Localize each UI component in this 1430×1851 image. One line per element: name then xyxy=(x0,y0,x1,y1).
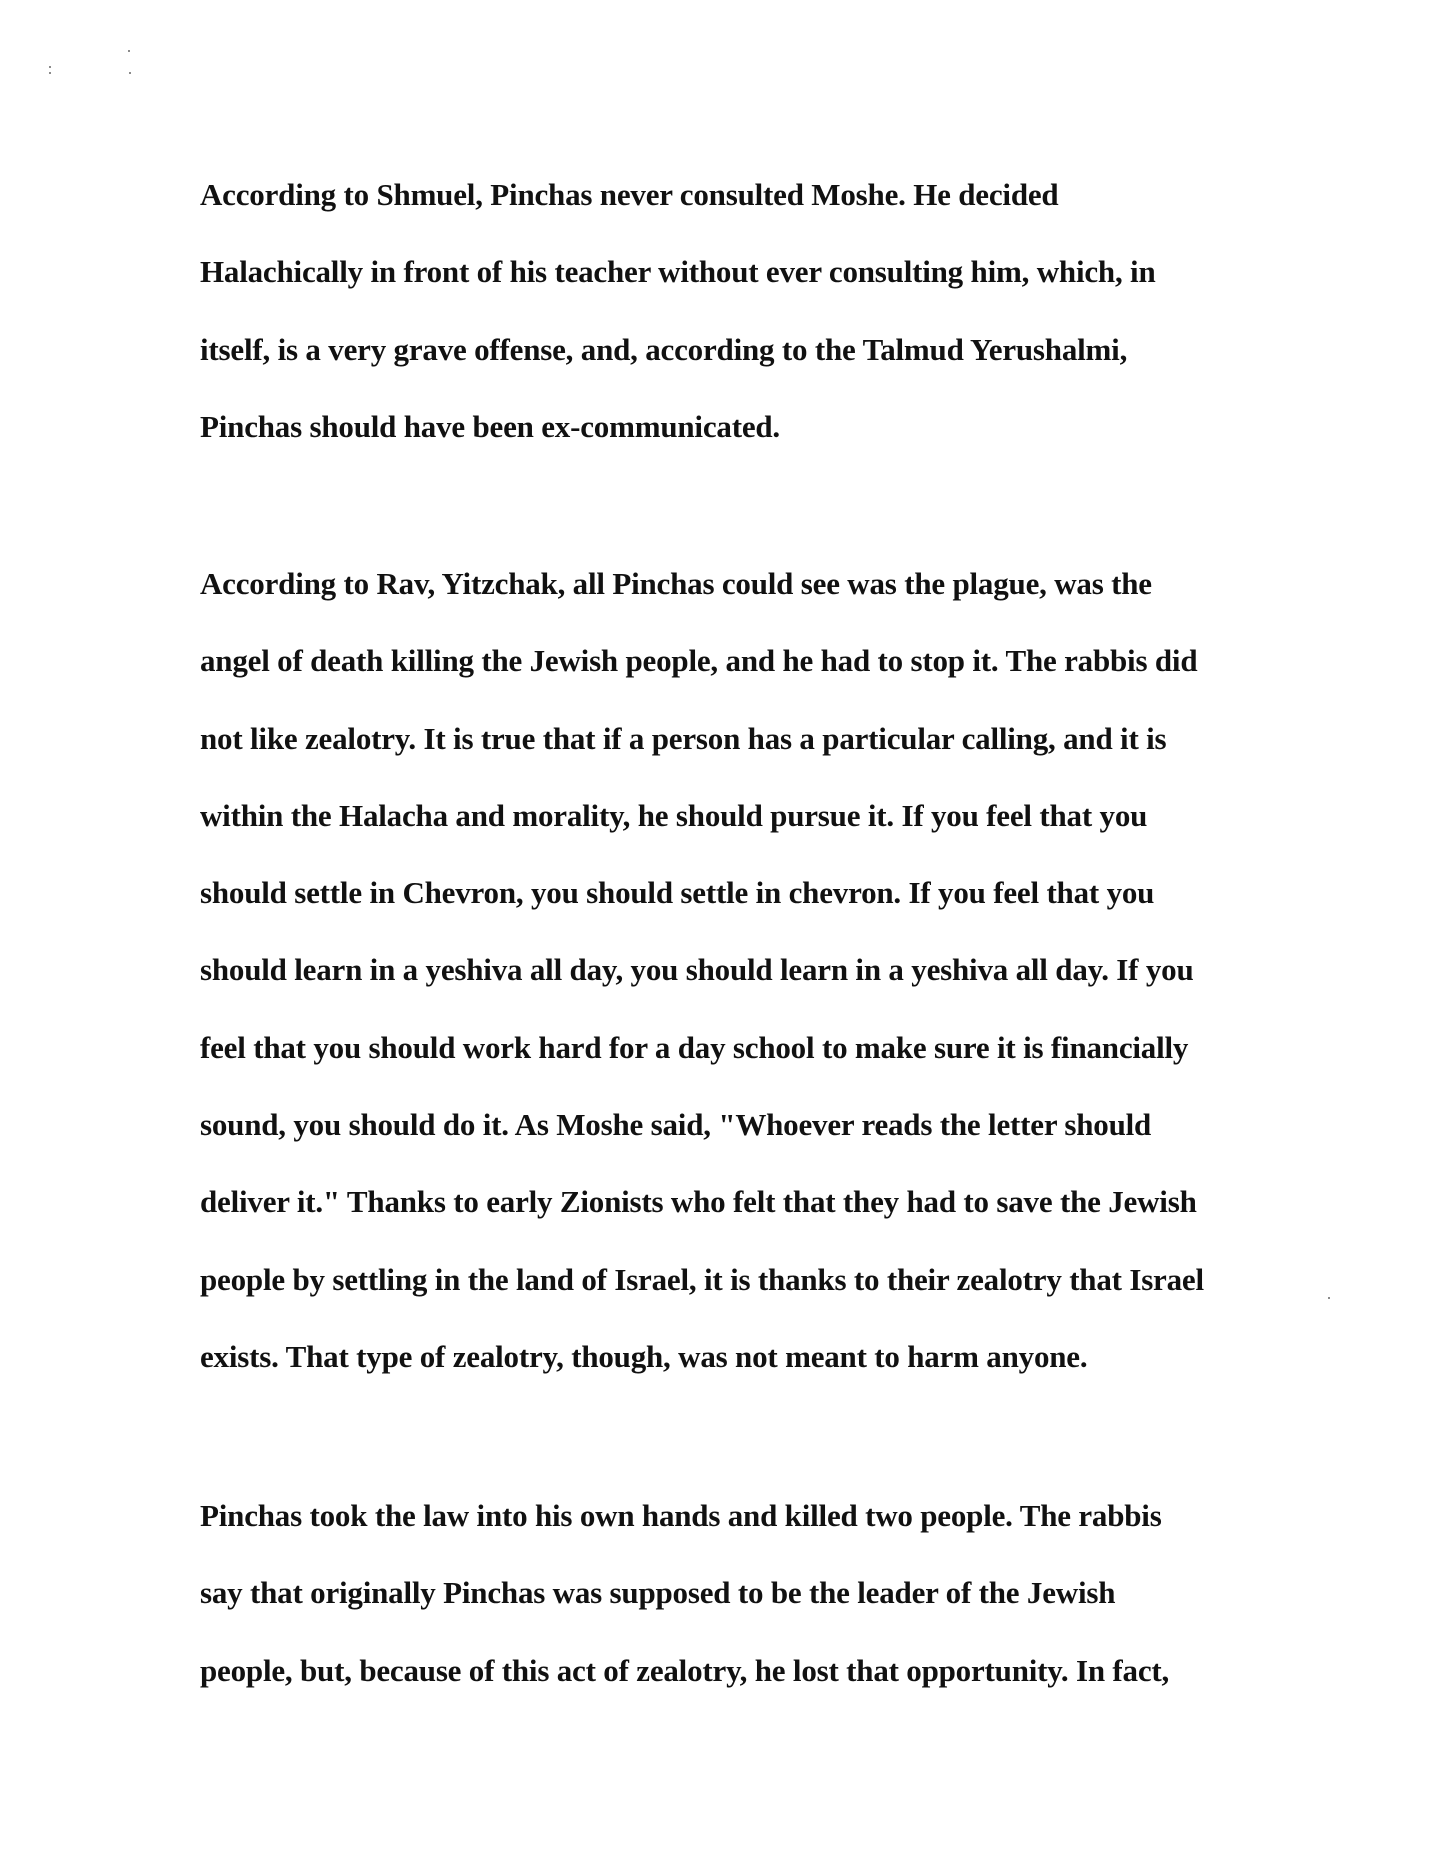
scan-speck xyxy=(1328,1297,1330,1299)
scan-speck xyxy=(129,72,131,74)
scan-speck xyxy=(49,72,51,74)
scan-speck xyxy=(128,50,130,52)
scan-speck xyxy=(49,66,51,68)
paragraph: According to Shmuel, Pinchas never consulted Moshe. He decided Halachically in front of his teacher without ever consulting him, which, in itself, is a very grave offense, and, according to the Talmud Yerushalmi, Pinchas should have been ex-communicated. xyxy=(200,177,1156,444)
paragraph: Pinchas took the law into his own hands and killed two people. The rabbis say that originally Pinchas was supposed to be the leader of the Jewish people, but, because of this act of zealotry, he lost that opportunity. In fact, xyxy=(200,1498,1170,1688)
paragraph: According to Rav, Yitzchak, all Pinchas could see was the plague, was the angel of death killing the Jewish people, and he had to stop it. The rabbis did not like zealotry. It is true that if a person has a particular calling, and it is within the Halacha and morality, he should pursue it. If you feel that you should settle in Chevron, you should settle in chevron. If you feel that you should learn in a yeshiva all day, you should learn in a yeshiva all day. If you feel that you should work hard for a day school to make sure it is financially sound, you should do it. As Moshe said, "Whoever reads the letter should deliver it." Thanks to early Zionists who felt that they had to save the Jewish people by settling in the land of Israel, it is thanks to their zealotry that Israel exists. That type of zealotry, though, was not meant to harm anyone. xyxy=(200,566,1204,1374)
